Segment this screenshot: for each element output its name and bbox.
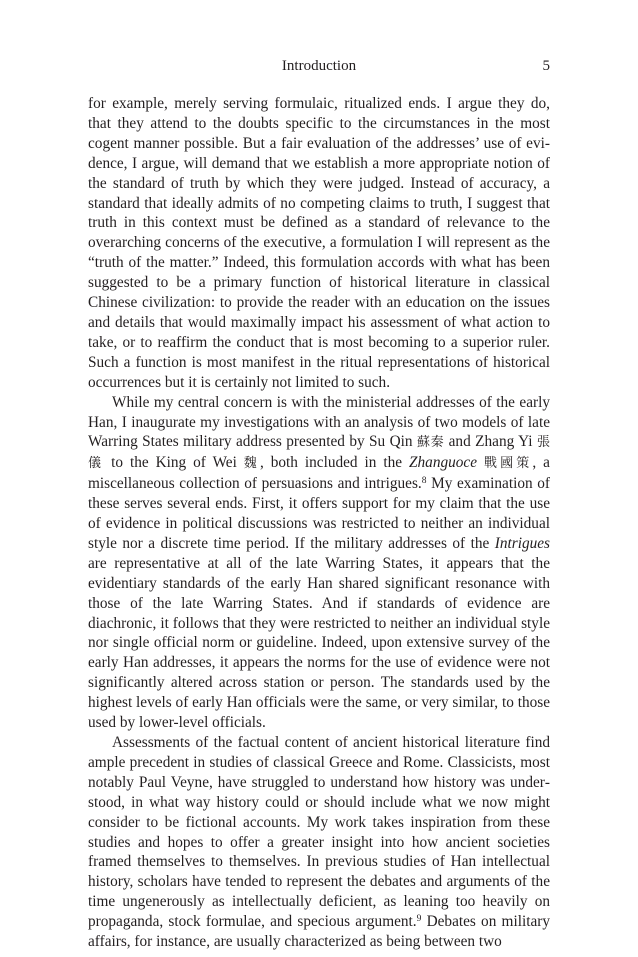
paragraph-2 — [88, 393, 550, 733]
running-head — [88, 58, 550, 78]
p2-text-h: are representative at all of the late Warring States, it appears that the evidentiary standards of the early Han shared significant resonance with those of the late Warring States. And if standards of evidence are diachronic, it follows that they were restricted to neither an individual style nor single official norm or guideline. Indeed, upon extensive survey of the early Han addresses, it appears the norms for the use of evidence were not significantly altered across station or person. The standards used by the highest levels of early Han officials were the same, or very similar, to those used by lower-level officials. — [88, 554, 550, 732]
page-number: 5 — [542, 58, 550, 74]
paragraph-3 — [88, 733, 550, 952]
paragraph-1: for example, merely serving formulaic, ritualized ends. I argue they do, that they attend to the doubts specific to the circumstances in the most cogent manner possible. But a fair evaluation of the addresses’ use of evidence, I argue, will demand that we establish a more appropriate notion of the standard of truth by which they were judged. Instead of accuracy, a standard that ideally admits of no competing claims to truth, I suggest that truth in this context must be defined as a standard of relevance to the overarching concerns of the executive, a formulation I will represent as the “truth of the matter.” Indeed, this formulation accords with what has been suggested to be a primary function of historical literature in classical Chinese civilization: to provide the reader with an education on the issues and details that would maximally impact his assessment of what action to take, or to reaffirm the conduct that is most becoming to a superior ruler. Such a function is most manifest in the ritual representations of historical occurrences but it is certainly not limited to such. — [88, 95, 550, 391]
cjk-zhang-yi: 張儀 — [88, 435, 550, 472]
footnote-marker-8[interactable]: 8 — [421, 476, 427, 487]
p2-text-e — [477, 454, 484, 471]
title-zhanguoce: Zhanguoce — [409, 454, 477, 472]
p3-text-a: Assessments of the factual content of ancient historical literature find ample precedent in studies of classical Greece and Rome. Classicists, most notably Paul Veyne, have struggled to understand how history was understood, in what way history could or should include what we now might consider to be fictional accounts. My work takes inspiration from these studies and hopes to offer a greater insight into how ancient societies framed themselves to themselves. In previous studies of Han intellectual history, scholars have tended to represent the debates and arguments of the time ungenerously as intellectually deficient, as leaning too heavily on propaganda, stock formulae, and specious argument. — [88, 734, 550, 931]
body-text — [88, 94, 550, 952]
p2-text-f: , a miscellaneous collection of persuasions and intrigues. — [88, 454, 550, 493]
running-title: Introduction — [281, 58, 357, 74]
p2-text-a: While my central concern is with the ministerial addresses of the early Han, I inaugurate my investigations with an analysis of two models of late Warring States military address presented by Su Qin — [88, 393, 550, 451]
p2-text-b: and Zhang Yi — [444, 433, 537, 451]
title-intrigues: Intrigues — [494, 534, 550, 552]
p2-text-g: My examination of these serves several ends. First, it offers support for my claim that the use of evidence in political discussions was restricted to neither an individual style nor a discrete time period. If the military addresses of the — [88, 475, 551, 552]
p2-text-c: to the King of Wei — [104, 454, 244, 472]
cjk-su-qin: 蘇秦 — [417, 435, 445, 451]
p3-text-b: Debates on military affairs, for instance, are usually characterized as being between two — [88, 913, 550, 951]
p2-text-d: , both included in the — [259, 454, 410, 472]
cjk-zhanguoce: 戰國策 — [483, 456, 533, 472]
footnote-marker-9[interactable]: 9 — [416, 914, 422, 925]
cjk-wei: 魏 — [243, 456, 260, 472]
